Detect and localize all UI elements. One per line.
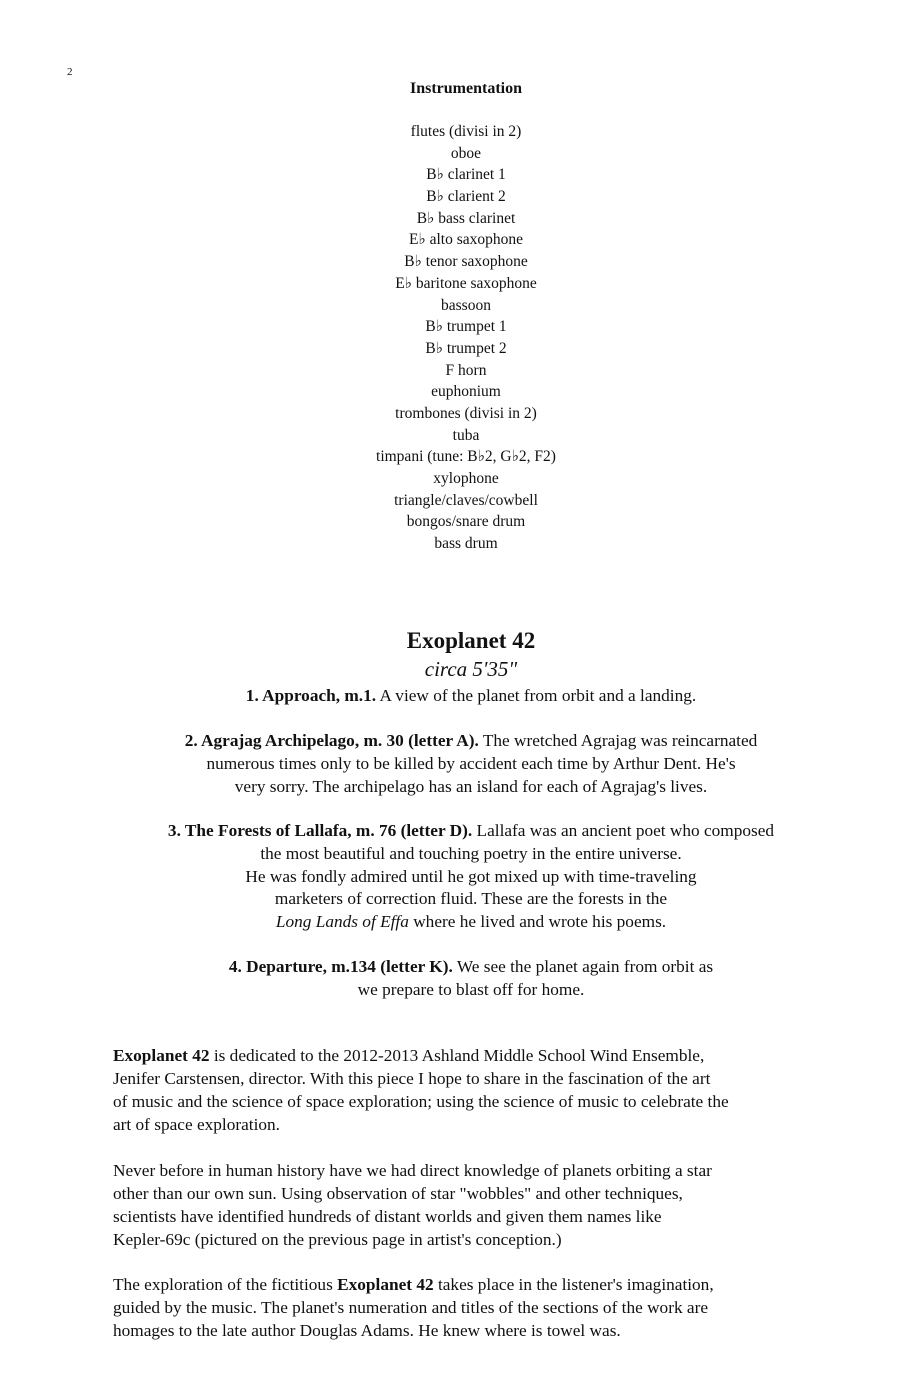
paragraph-line: Never before in human history have we had direct knowledge of planets orbiting a star bbox=[113, 1161, 712, 1180]
movement-text: We see the planet again from orbit as bbox=[456, 957, 714, 976]
page-number: 2 bbox=[67, 66, 73, 78]
instrument-item: B♭ clarinet 1 bbox=[426, 166, 506, 184]
instrument-item: B♭ trumpet 2 bbox=[425, 339, 507, 357]
paragraph-line: takes place in the listener's imagination, bbox=[437, 1275, 714, 1294]
piece-name-bold: Exoplanet 42 bbox=[337, 1275, 434, 1294]
movement-text: very sorry. The archipelago has an island for each of Agrajag's lives. bbox=[234, 776, 708, 796]
instrument-item: bongos/snare drum bbox=[406, 513, 526, 531]
movement-4 bbox=[80, 956, 862, 1002]
movement-3 bbox=[80, 820, 862, 934]
piece-duration: circa 5'35" bbox=[424, 657, 518, 681]
movement-text: He was fondly admired until he got mixed up with time-traveling bbox=[245, 866, 697, 886]
piece-title: Exoplanet 42 bbox=[406, 628, 536, 653]
paragraph-line: guided by the music. The planet's numeration and titles of the sections of the work are bbox=[113, 1298, 709, 1317]
homage-paragraph bbox=[113, 1273, 853, 1342]
instrument-item: xylophone bbox=[433, 470, 499, 487]
paragraph-line: art of space exploration. bbox=[113, 1115, 280, 1134]
piece-name-bold: Exoplanet 42 bbox=[113, 1046, 210, 1065]
paragraph-line: Kepler-69c (pictured on the previous page in artist's conception.) bbox=[113, 1230, 562, 1249]
movement-text: where he lived and wrote his poems. bbox=[413, 912, 667, 932]
movement-text: numerous times only to be killed by accident each time by Arthur Dent. He's bbox=[206, 753, 736, 773]
paragraph-line: of music and the science of space exploration; using the science of music to celebrate the bbox=[113, 1092, 729, 1111]
movement-heading: 3. The Forests of Lallafa, m. 76 (letter D). bbox=[167, 821, 473, 840]
paragraph-line: is dedicated to the 2012-2013 Ashland Middle School Wind Ensemble, bbox=[213, 1046, 705, 1065]
instrument-item: B♭ clarient 2 bbox=[426, 188, 506, 206]
dedication-paragraph bbox=[113, 1044, 853, 1136]
instrument-item: flutes (divisi in 2) bbox=[410, 123, 522, 140]
paragraph-line: Jenifer Carstensen, director. With this piece I hope to share in the fascination of the art bbox=[113, 1069, 711, 1088]
movement-text: marketers of correction fluid. These are the forests in the bbox=[274, 889, 668, 909]
instrument-item: B♭ bass clarinet bbox=[416, 209, 516, 227]
instrument-item: E♭ alto saxophone bbox=[408, 231, 524, 249]
paragraph-line: scientists have identified hundreds of distant worlds and given them names like bbox=[113, 1207, 662, 1226]
instrument-item: B♭ tenor saxophone bbox=[404, 253, 528, 271]
movement-1 bbox=[80, 685, 862, 708]
instrument-item: F horn bbox=[445, 361, 487, 379]
instrument-item: tuba bbox=[452, 426, 480, 444]
background-paragraph bbox=[113, 1159, 853, 1251]
movement-text: The wretched Agrajag was reincarnated bbox=[482, 731, 758, 750]
instrument-item: timpani (tune: B♭2, G♭2, F2) bbox=[376, 448, 556, 466]
paragraph-line: homages to the late author Douglas Adams. He knew where is towel was. bbox=[113, 1321, 621, 1340]
movement-text: we prepare to blast off for home. bbox=[357, 979, 585, 999]
movement-text: the most beautiful and touching poetry in the entire universe. bbox=[260, 843, 682, 863]
instrument-item: E♭ baritone saxophone bbox=[395, 274, 537, 292]
instrument-item: trombones (divisi in 2) bbox=[395, 404, 537, 422]
movement-2 bbox=[80, 730, 862, 798]
instrument-item: B♭ trumpet 1 bbox=[425, 318, 507, 336]
movement-text: A view of the planet from orbit and a landing. bbox=[379, 686, 697, 705]
movement-heading: 4. Departure, m.134 (letter K). bbox=[228, 957, 453, 976]
movement-italic-title: Long Lands of Effa bbox=[275, 912, 409, 932]
instrument-item: bass drum bbox=[434, 535, 498, 553]
movement-text: Lallafa was an ancient poet who composed bbox=[476, 821, 775, 840]
instrument-item: triangle/claves/cowbell bbox=[394, 491, 538, 509]
instrumentation-heading: Instrumentation bbox=[409, 80, 522, 97]
instrument-item: bassoon bbox=[441, 296, 491, 314]
paragraph-line: other than our own sun. Using observation of star "wobbles" and other techniques, bbox=[113, 1184, 683, 1203]
instrument-item: oboe bbox=[450, 144, 482, 162]
instrument-list bbox=[0, 121, 900, 555]
movement-heading: 1. Approach, m.1. bbox=[245, 686, 377, 705]
movement-heading: 2. Agrajag Archipelago, m. 30 (letter A). bbox=[184, 731, 479, 750]
paragraph-line: The exploration of the fictitious bbox=[113, 1275, 333, 1294]
instrument-item: euphonium bbox=[431, 383, 501, 401]
